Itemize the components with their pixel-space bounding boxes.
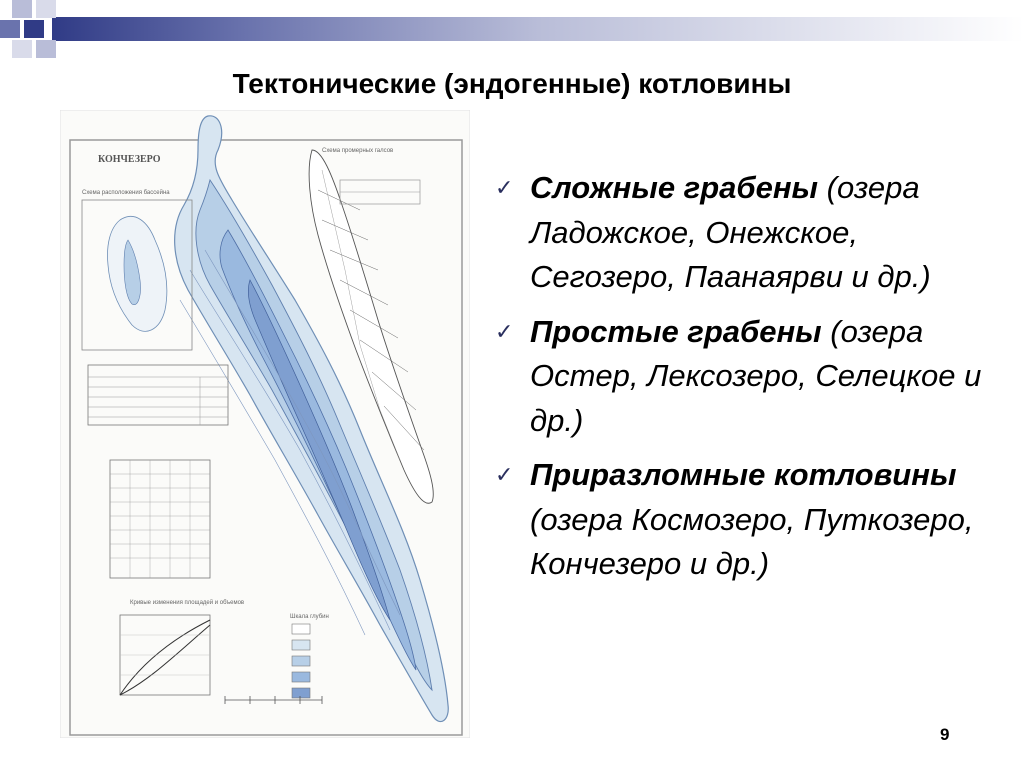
inset-right-label: Схема промерных галсов xyxy=(322,148,394,154)
map-title: КОНЧЕЗЕРО xyxy=(98,154,161,165)
depth-scale-label: Шкала глубин xyxy=(290,614,329,620)
inset-basin-scheme xyxy=(82,189,192,350)
bullet-strong: Сложные грабены xyxy=(530,170,819,205)
bullet-item xyxy=(490,310,1010,444)
decor-square xyxy=(24,20,44,38)
page-number: 9 xyxy=(940,725,950,744)
checkmark-icon: ✓ xyxy=(495,175,514,200)
chart-caption: Кривые изменения площадей и объемов xyxy=(130,600,245,606)
decor-square xyxy=(36,0,56,18)
gradient-bar xyxy=(52,17,1024,41)
decor-square xyxy=(36,40,56,58)
bullet-text: (озера Ладожское, Онежское, Сегозеро, Паанаярви и др.) xyxy=(530,170,931,294)
decor-square xyxy=(0,20,20,38)
depth-table xyxy=(110,460,210,578)
bullet-text: (озера Космозеро, Путкозеро, Кончезеро и др.) xyxy=(530,501,974,581)
checkmark-icon: ✓ xyxy=(495,318,514,344)
header-decoration xyxy=(0,0,1024,58)
bullet-list xyxy=(490,166,1010,597)
inset-left-label: Схема расположения бассейна xyxy=(82,190,170,196)
bullet-text: (озера Остер, Лексозеро, Селецкое и др.) xyxy=(530,313,982,438)
bullet-strong: Приразломные котловины xyxy=(530,457,957,492)
checkmark-icon: ✓ xyxy=(495,462,514,487)
bullet-strong: Простые грабены xyxy=(530,313,822,349)
depth-scale-legend xyxy=(290,614,329,698)
bullet-item xyxy=(490,166,1010,300)
lake-map-figure xyxy=(60,110,470,738)
area-volume-curves xyxy=(120,599,244,695)
decor-square xyxy=(12,40,32,58)
bullet-item xyxy=(490,453,1010,587)
slide-title: Тектонические (эндогенные) котловины xyxy=(232,68,792,99)
morphometric-table xyxy=(88,365,228,425)
decor-square xyxy=(12,0,32,18)
map-image-icon xyxy=(60,110,470,738)
